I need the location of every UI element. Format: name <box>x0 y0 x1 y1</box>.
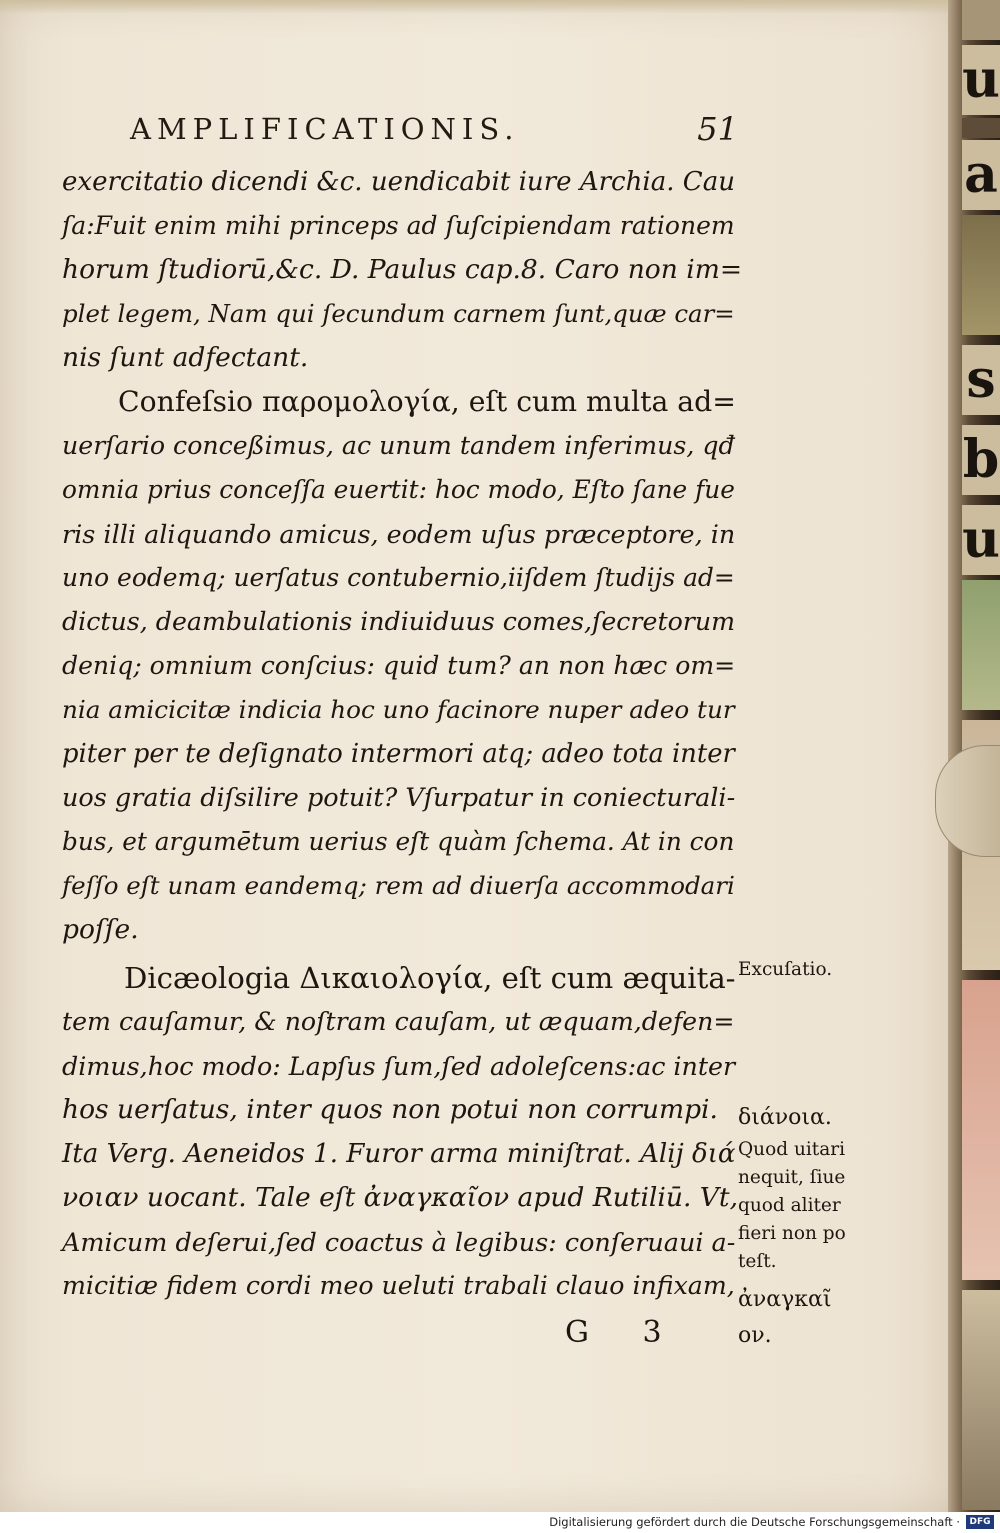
edge-letter: u <box>962 45 1000 115</box>
text-line: ſa:Fuit enim mihi princeps ad ſuſcipiendam rationem <box>62 211 735 240</box>
marginal-note-excusatio: Excuſatio. <box>738 959 833 980</box>
main-text-block <box>62 160 742 1308</box>
text-line: feſſo eſt unam eandemq; rem ad diuerſa accommodari <box>62 871 735 900</box>
edge-strip <box>962 980 1000 1280</box>
footer-credit: Digitalisierung gefördert durch die Deutsche Forschungsgemeinschaft · <box>549 1515 960 1529</box>
paragraph-dicaeologia-heading-line: Dicæologia Δικαιολογία, eſt cum æquita- <box>124 961 736 995</box>
text-line: deniq; omnium conſcius: quid tum? an non hæc om= <box>62 651 736 680</box>
text-line: dictus, deambulationis indiuiduus comes,ſecretorum <box>62 607 736 636</box>
text-line: horum ſtudiorū,&c. D. Paulus cap.8. Caro non im= <box>62 254 743 285</box>
text-line: plet legem, Nam qui ſecundum carnem ſunt,quæ car= <box>62 299 735 328</box>
text-line: piter per te deſignato intermori atq; adeo tota inter <box>62 739 735 769</box>
text-line: poſſe. <box>62 914 139 945</box>
edge-letter: u <box>962 505 1000 575</box>
marginal-note-anankaion-end: ον. <box>738 1323 772 1348</box>
text-line: uno eodemq; uerſatus contubernio,iiſdem ſtudijs ad= <box>62 563 735 592</box>
running-head-title: AMPLIFICATIONIS. <box>130 112 520 146</box>
signature-mark: G 3 <box>565 1315 684 1350</box>
text-line: dimus,hoc modo: Lapſus ſum,ſed adoleſcens:ac inter <box>62 1051 736 1081</box>
marginal-note-line: teſt. <box>738 1251 777 1272</box>
marginal-note-line: quod aliter <box>738 1195 841 1216</box>
footer-bar <box>0 1512 1000 1533</box>
text-line: Ita Verg. Aeneidos 1. Furor arma miniſtrat. Alij διά <box>62 1139 736 1169</box>
paragraph-confessio-heading-line: Confeſsio παρομολογία, eſt cum multa ad= <box>118 385 736 418</box>
edge-strip <box>962 215 1000 335</box>
marginal-note-line: Quod uitari <box>738 1139 845 1160</box>
text-line: hos uerſatus, inter quos non potui non corrumpi. <box>62 1094 718 1125</box>
text-line: nia amicicitæ indicia hoc uno facinore nuper adeo tur <box>62 695 735 724</box>
text-line: νοιαν uocant. Tale eſt ἀναγκαῖον apud Rutiliū. Vt, <box>62 1182 738 1213</box>
edge-letter: a <box>962 140 1000 210</box>
edge-strip <box>962 1290 1000 1510</box>
text-line: bus, et argumētum uerius eſt quàm ſchema. At in con <box>62 827 735 856</box>
text-line: exercitatio dicendi &c. uendicabit iure Archia. Cau <box>62 167 735 197</box>
edge-letter: b <box>962 425 1000 495</box>
text-line: tem cauſamur, & noſtram cauſam, ut æquam,defen= <box>62 1007 735 1036</box>
text-line: uos gratia diſsilire potuit? Vſurpatur in coniecturali- <box>62 783 736 813</box>
text-line: nis ſunt adfectant. <box>62 342 309 373</box>
page-number: 51 <box>697 110 738 148</box>
running-head <box>130 112 750 162</box>
marginal-note-anankaion: ἀναγκαῖ <box>738 1287 832 1312</box>
marginal-note-line: fieri non po <box>738 1223 846 1244</box>
edge-strip <box>962 118 1000 138</box>
page-top-shadow <box>0 0 962 14</box>
marginal-note-line: nequit, ſiue <box>738 1167 846 1188</box>
edge-strip <box>962 0 1000 40</box>
marginal-notes <box>738 956 878 1354</box>
text-line: uerſario conceßimus, ac unum tandem inferimus, qđ <box>62 431 735 460</box>
edge-letter: s <box>962 345 1000 415</box>
text-line: ris illi aliquando amicus, eodem uſus præceptore, in <box>62 519 736 549</box>
edge-strip <box>962 580 1000 710</box>
text-line: Amicum deſerui,ſed coactus à legibus: conſeruaui a- <box>62 1227 736 1257</box>
text-line: omnia prius conceſſa euertit: hoc modo, Eſto ſane fue <box>62 475 735 504</box>
marginal-note-dianoia: διάνοια. <box>738 1105 832 1130</box>
text-line: micitiæ fidem cordi meo ueluti trabali clauo infixam, <box>62 1271 735 1300</box>
dfg-logo-icon: DFG <box>966 1515 994 1529</box>
